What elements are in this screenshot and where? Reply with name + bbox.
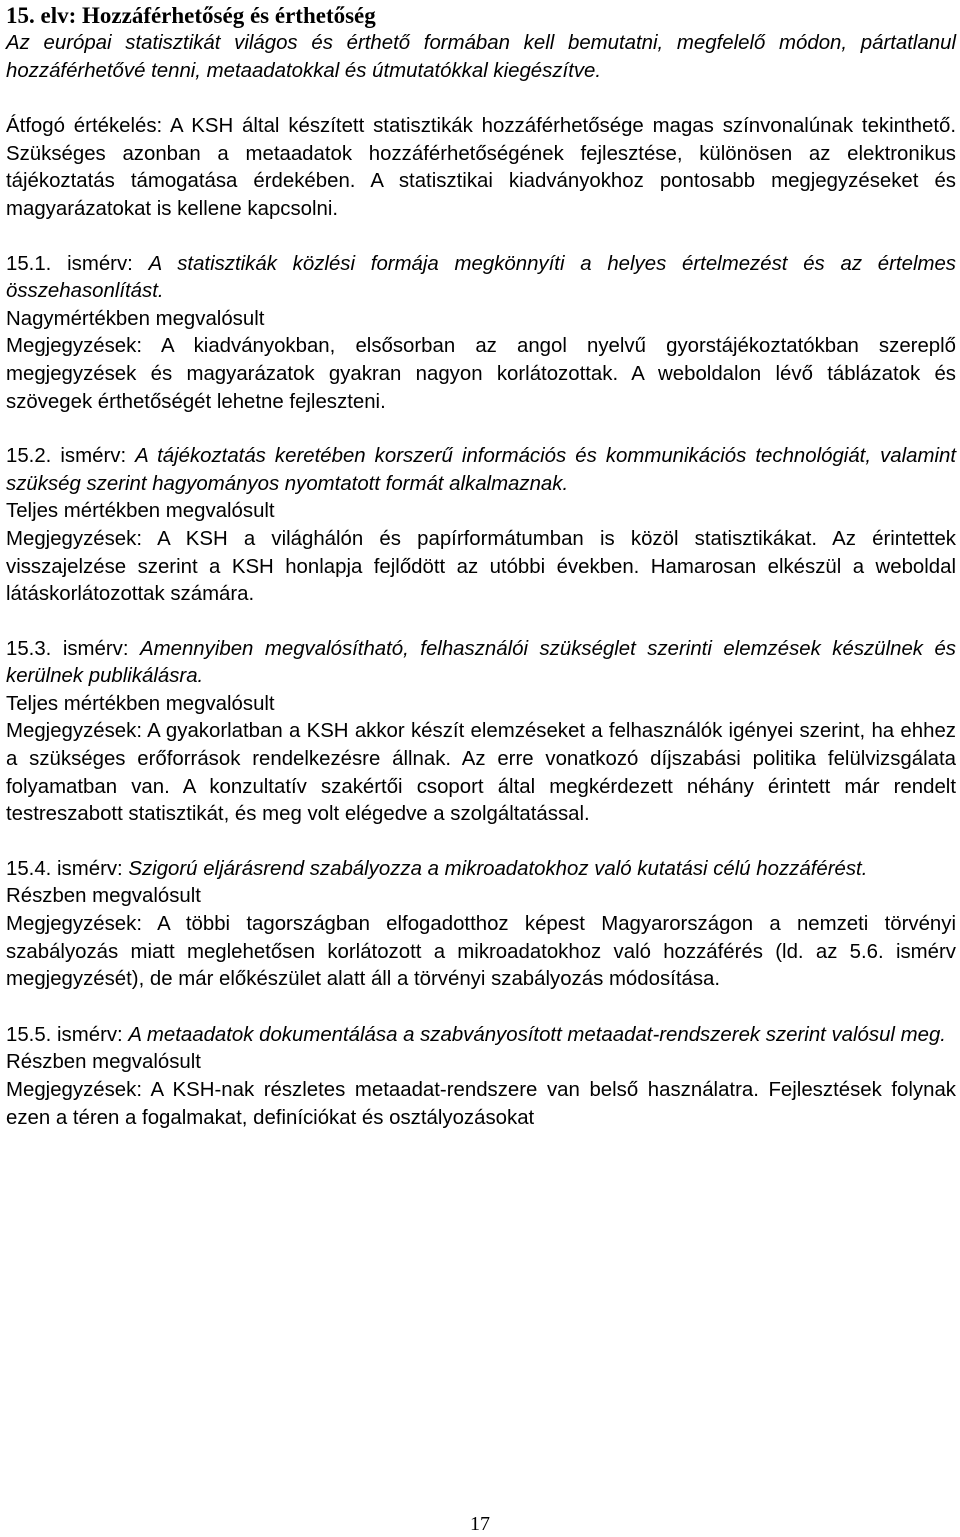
criterion-status: Részben megvalósult <box>6 885 201 908</box>
criterion-15-5 <box>6 1022 956 1132</box>
criterion-label: 15.1. ismérv: <box>6 252 133 275</box>
criterion-statement <box>6 1022 956 1050</box>
criterion-statement <box>6 443 956 498</box>
criterion-statement <box>6 856 956 884</box>
criterion-notes: Megjegyzések: A KSH a világhálón és papírformátumban is közöl statisztikákat. Az érintettek visszajelzése szerint a KSH honlapja fejlődött az utóbbi években. Hamarosan elkészül a weboldal látáskorlátozottak számára. <box>6 527 956 606</box>
criterion-notes: Megjegyzések: A gyakorlatban a KSH akkor készít elemzéseket a felhasználók igényei szerint, ha ehhez a szükséges erőforrások rendelkezésre állnak. Az erre vonatkozó díjszabási politika felülvizsgálata folyamatban van. A konzultatív szakértői csoport által megkérdezett néhány érintett már rendelt testreszabott statisztikát, és meg volt elégedve a szolgáltatással. <box>6 720 956 826</box>
criterion-notes: Megjegyzések: A többi tagországban elfogadotthoz képest Magyarországon a nemzeti törvényi szabályozás miatt meglehetősen korlátozott a mikroadatokhoz való hozzáférés (ld. az 5.6. ismérv megjegyzését), de már előkészület alatt áll a törvényi szabályozás módosítása. <box>6 913 956 991</box>
criterion-status: Részben megvalósult <box>6 1051 201 1074</box>
criterion-label: 15.3. ismérv: <box>6 637 129 660</box>
page-number: 17 <box>470 1513 490 1535</box>
overall-assessment: Átfogó értékelés: A KSH által készített statisztikák hozzáférhetősége magas színvonalúnak tekinthető. Szükséges azonban a metaadatok hozzáférhetőségének fejlesztése, különösen az elektronikus tájékoztatás támogatása érdekében. A statisztikai kiadványokhoz pontosabb megjegyzéseket és magyarázatokat is kellene kapcsolni. <box>6 115 956 220</box>
criterion-text: Szigorú eljárásrend szabályozza a mikroadatokhoz való kutatási célú hozzáférést. <box>128 857 868 880</box>
criterion-text: A metaadatok dokumentálása a szabványosított metaadat-rendszerek szerint valósul meg. <box>128 1023 946 1046</box>
principle-text: Az európai statisztikát világos és érthető formában kell bemutatni, megfelelő módon, pártatlanul hozzáférhetővé tenni, metaadatokkal és útmutatókkal kiegészítve. <box>6 32 956 82</box>
criterion-statement <box>6 636 956 691</box>
criterion-notes: Megjegyzések: A kiadványokban, elsősorban az angol nyelvű gyorstájékoztatókban szereplő megjegyzések és magyarázatok gyakran nagyon korlátozottak. A weboldalon lévő táblázatok és szövegek érthetőségét lehetne fejleszteni. <box>6 335 956 413</box>
criterion-15-3 <box>6 636 956 829</box>
criterion-label: 15.5. ismérv: <box>6 1023 123 1046</box>
criterion-label: 15.4. ismérv: <box>6 857 123 880</box>
criterion-status: Nagymértékben megvalósult <box>6 307 265 330</box>
criterion-text: Amennyiben megvalósítható, felhasználói szükséglet szerinti elemzések készülnek és kerülnek publikálásra. <box>6 637 956 688</box>
document-page <box>6 0 956 1537</box>
criterion-statement <box>6 251 956 306</box>
section-heading: 15. elv: Hozzáférhetőség és érthetőség <box>6 3 376 28</box>
criterion-15-1 <box>6 251 956 417</box>
criterion-status: Teljes mértékben megvalósult <box>6 692 275 715</box>
criterion-status: Teljes mértékben megvalósult <box>6 500 275 523</box>
criterion-text: A tájékoztatás keretében korszerű információs és kommunikációs technológiát, valamint szükség szerint hagyományos nyomtatott formát alkalmaznak. <box>6 445 956 495</box>
criterion-15-4 <box>6 856 956 994</box>
criterion-label: 15.2. ismérv: <box>6 445 127 468</box>
criterion-15-2 <box>6 443 956 609</box>
criterion-notes: Megjegyzések: A KSH-nak részletes metaadat-rendszere van belső használatra. Fejlesztések folynak ezen a téren a fogalmakat, definíciókat és osztályozásokat <box>6 1079 956 1129</box>
criterion-text: A statisztikák közlési formája megkönnyíti a helyes értelmezést és az értelmes összehasonlítást. <box>6 252 956 303</box>
